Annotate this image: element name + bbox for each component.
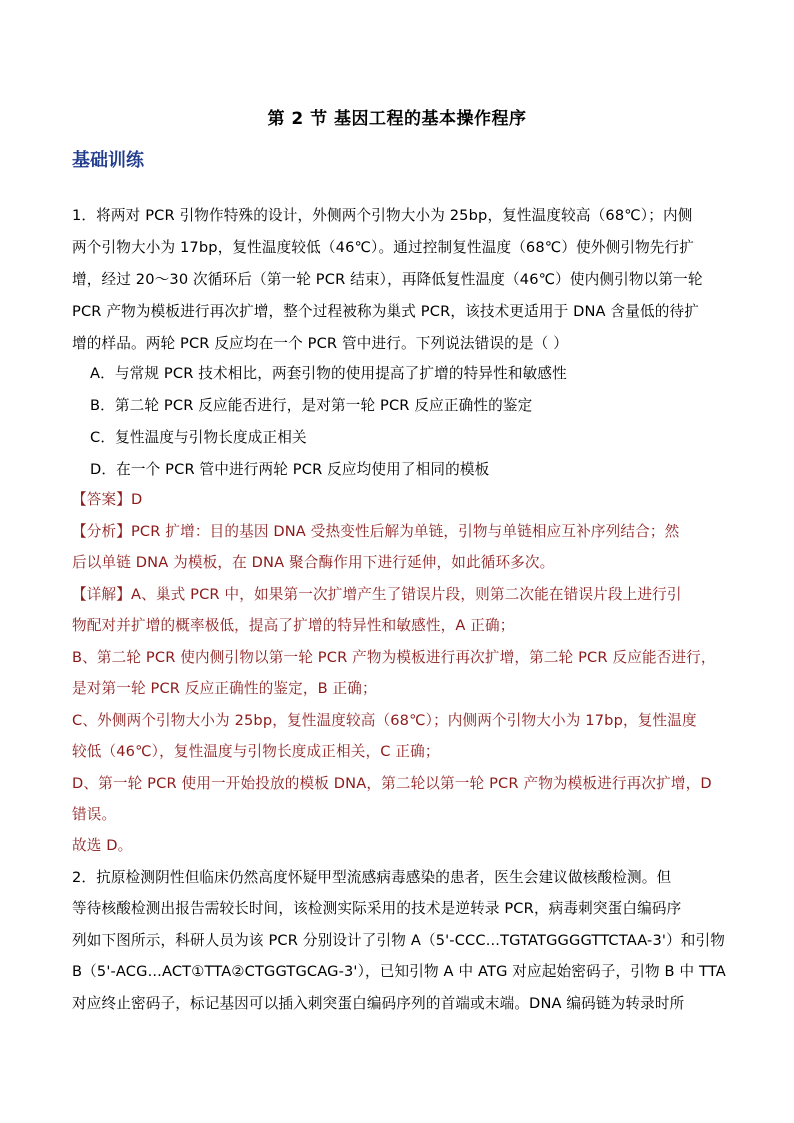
- q1-line-2: 两个引物大小为 17bp，复性温度较低（46℃）。通过控制复性温度（68℃）使外侧引物先行扩: [72, 239, 695, 256]
- detail-line-6: 较低（46℃），复性温度与引物长度成正相关，C 正确；: [72, 743, 440, 760]
- analysis-line-1: [72, 522, 742, 542]
- analysis-line-2: 后以单链 DNA 为模板，在 DNA 聚合酶作用下进行延伸，如此循环多次。: [72, 554, 555, 571]
- q2-line-2: 等待核酸检测出报告需较长时间，该检测实际采用的技术是逆转录 PCR，病毒刺突蛋白编码序: [72, 900, 682, 917]
- detail-line-1: [72, 585, 742, 605]
- detail-text: A、巢式 PCR 中，如果第一次扩增产生了错误片段，则第二次能在错误片段上进行引: [130, 586, 682, 603]
- answer-tag: 【答案】: [72, 491, 131, 508]
- page-title: 第 2 节 基因工程的基本操作程序: [267, 109, 527, 129]
- analysis-tag: 【分析】: [72, 523, 131, 540]
- q1-line-1: 1．将两对 PCR 引物作特殊的设计，外侧两个引物大小为 25bp，复性温度较高（68℃）；内侧: [72, 207, 693, 224]
- section-heading: 基础训练: [72, 150, 144, 171]
- detail-line-7: D、第一轮 PCR 使用一开始投放的模板 DNA，第二轮以第一轮 PCR 产物为模板进行再次扩增，D: [72, 775, 712, 792]
- detail-tag: 【详解】: [72, 586, 131, 603]
- detail-line-2: 物配对并扩增的概率极低，提高了扩增的特异性和敏感性，A 正确；: [72, 617, 515, 634]
- q2-line-4: B（5'-ACG...ACT①TTA②CTGGTGCAG-3'），已知引物 A 中 ATG 对应起始密码子，引物 B 中 TTA: [72, 963, 726, 980]
- q1-option-b: B．第二轮 PCR 反应能否进行，是对第一轮 PCR 反应正确性的鉴定: [90, 397, 533, 414]
- answer-line: [72, 490, 742, 510]
- q1-line-3: 增，经过 20～30 次循环后（第一轮 PCR 结束），再降低复性温度（46℃）使内侧引物以第一轮: [72, 271, 703, 288]
- q2-line-5: 对应终止密码子，标记基因可以插入刺突蛋白编码序列的首端或末端。DNA 编码链为转录时所: [72, 995, 685, 1012]
- detail-line-8: 错误。: [72, 806, 117, 823]
- q1-line-5: 增的样品。两轮 PCR 反应均在一个 PCR 管中进行。下列说法错误的是（ ）: [72, 335, 568, 352]
- detail-line-5: C、外侧两个引物大小为 25bp，复性温度较高（68℃）；内侧两个引物大小为 17bp，复性温度: [72, 712, 697, 729]
- conclusion-line: 故选 D。: [72, 837, 133, 854]
- detail-line-4: 是对第一轮 PCR 反应正确性的鉴定，B 正确；: [72, 680, 377, 697]
- q1-option-d: D．在一个 PCR 管中进行两轮 PCR 反应均使用了相同的模板: [90, 461, 490, 478]
- q1-line-4: PCR 产物为模板进行再次扩增，整个过程被称为巢式 PCR，该技术更适用于 DNA 含量低的待扩: [72, 303, 699, 320]
- q1-option-a: A．与常规 PCR 技术相比，两套引物的使用提高了扩增的特异性和敏感性: [90, 365, 567, 382]
- detail-line-3: B、第二轮 PCR 使内侧引物以第一轮 PCR 产物为模板进行再次扩增，第二轮 PCR 反应能否进行，: [72, 649, 716, 666]
- q1-option-c: C．复性温度与引物长度成正相关: [90, 429, 307, 446]
- answer-value: D: [130, 491, 143, 508]
- analysis-text: PCR 扩增：目的基因 DNA 受热变性后解为单链，引物与单链相应互补序列结合；然: [130, 523, 680, 540]
- q2-line-1: 2．抗原检测阴性但临床仍然高度怀疑甲型流感病毒感染的患者，医生会建议做核酸检测。但: [72, 869, 672, 886]
- q2-line-3: 列如下图所示，科研人员为该 PCR 分别设计了引物 A（5'-CCC...TGTATGGGGTTCTAA-3'）和引物: [72, 932, 726, 949]
